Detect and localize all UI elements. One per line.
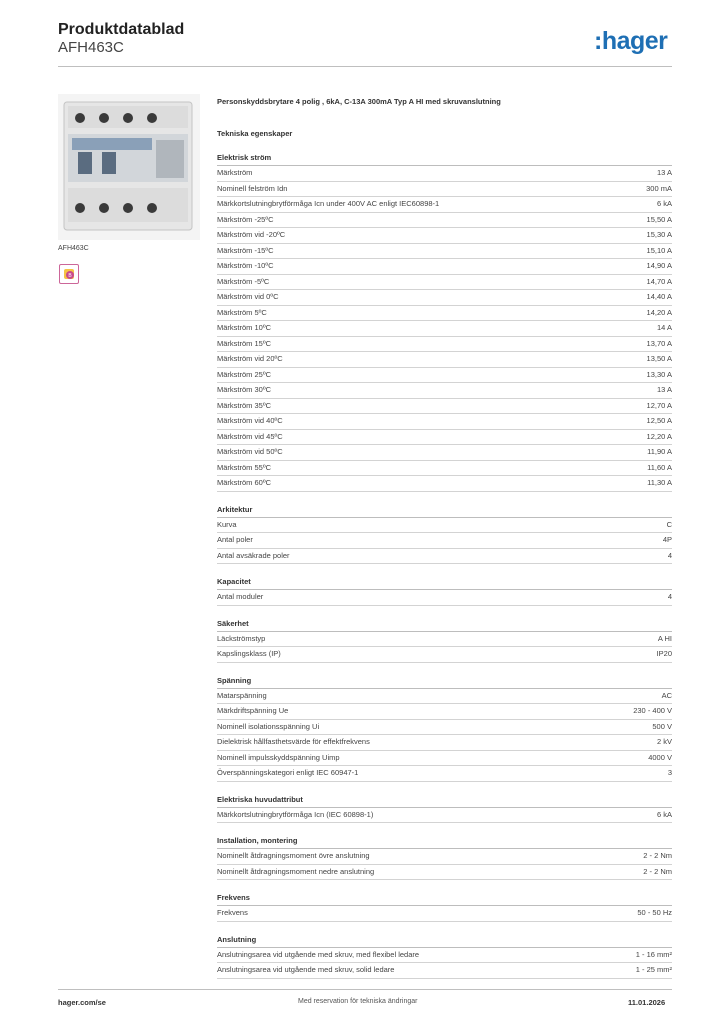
spec-label: Kapslingsklass (IP)	[217, 649, 281, 658]
spec-label: Läckströmstyp	[217, 633, 266, 643]
spec-row	[217, 213, 672, 229]
spec-row	[217, 689, 672, 705]
spec-value: 14,70 A	[646, 276, 672, 286]
section-title: Frekvens	[217, 892, 672, 906]
spec-label: Märkström vid 50ºC	[217, 447, 283, 456]
spec-label: Märkström 55ºC	[217, 462, 271, 472]
spec-value: 4	[667, 550, 672, 560]
spec-section	[217, 835, 672, 880]
spec-row	[217, 720, 672, 736]
spec-section	[217, 675, 672, 782]
spec-label: Nominell impulsskyddspänning Uimp	[217, 752, 340, 762]
section-title: Installation, montering	[217, 835, 672, 849]
spec-row	[217, 321, 672, 337]
spec-row	[217, 808, 672, 824]
spec-label: Dielektrisk hållfasthetsvärde för effektfrekvens	[217, 737, 370, 746]
header-divider	[58, 66, 672, 67]
spec-label: Märkdriftspänning Ue	[217, 706, 289, 715]
spec-value: 15,30 A	[646, 230, 672, 239]
spec-row	[217, 306, 672, 322]
spec-row	[217, 445, 672, 461]
spec-label: Antal poler	[217, 535, 253, 544]
spec-row	[217, 647, 672, 663]
section-title: Kapacitet	[217, 576, 672, 590]
section-title: Elektrisk ström	[217, 152, 672, 166]
spec-value: 14 A	[656, 323, 672, 332]
spec-value: 15,50 A	[646, 214, 672, 224]
spec-label: Frekvens	[217, 908, 248, 917]
product-image	[58, 94, 200, 240]
spec-label: Matarspänning	[217, 690, 267, 700]
spec-section	[217, 794, 672, 824]
spec-row	[217, 430, 672, 446]
spec-row	[217, 352, 672, 368]
spec-row	[217, 476, 672, 492]
spec-row	[217, 632, 672, 648]
page-title: Produktdatablad	[58, 21, 185, 38]
spec-row	[217, 368, 672, 384]
footer-website: hager.com/se	[58, 998, 106, 1007]
spec-row	[217, 849, 672, 865]
properties-heading: Tekniska egenskaper	[217, 129, 293, 138]
spec-label: Märkström vid 45ºC	[217, 431, 283, 441]
section-title: Spänning	[217, 675, 672, 689]
spec-row	[217, 414, 672, 430]
spec-value: 6 kA	[656, 199, 672, 208]
spec-label: Märkström 15ºC	[217, 338, 271, 348]
spec-label: Märkström -10ºC	[217, 261, 274, 270]
spec-label: Märkström vid 20ºC	[217, 354, 283, 363]
spec-value: 300 mA	[646, 183, 672, 193]
spec-value: AC	[661, 690, 672, 700]
section-title: Säkerhet	[217, 618, 672, 632]
spec-label: Antal moduler	[217, 592, 264, 601]
spec-value: 13,70 A	[646, 338, 672, 348]
spec-value: 15,10 A	[646, 245, 672, 255]
spec-value: 2 - 2 Nm	[643, 866, 672, 876]
spec-value: 2 kV	[656, 737, 672, 746]
footer-divider	[58, 989, 672, 990]
spec-value: 4000 V	[648, 752, 672, 762]
spec-value: 14,40 A	[646, 292, 672, 301]
spec-value: 4	[667, 592, 672, 601]
spec-value: 11,60 A	[647, 462, 672, 472]
spec-value: 1 - 16 mm²	[635, 949, 672, 959]
spec-label: Anslutningsarea vid utgående med skruv, med flexibel ledare	[217, 949, 420, 959]
spec-row	[217, 704, 672, 720]
spec-row	[217, 518, 672, 534]
spec-label: Anslutningsarea vid utgående med skruv, solid ledare	[217, 965, 395, 974]
product-description: Personskyddsbrytare 4 polig , 6kA, C-13A 300mA Typ A HI med skruvanslutning	[217, 97, 501, 106]
spec-label: Märkström 60ºC	[217, 478, 271, 487]
spec-row	[217, 290, 672, 306]
image-caption: AFH463C	[58, 245, 89, 252]
footer-date: 11.01.2026	[628, 998, 666, 1007]
spec-section	[217, 892, 672, 922]
spec-label: Märkström vid -20ºC	[217, 230, 286, 239]
spec-row	[217, 383, 672, 399]
spec-value: 50 - 50 Hz	[637, 908, 672, 917]
spec-value: 1 - 25 mm²	[635, 965, 672, 974]
spec-value: 13,30 A	[646, 369, 672, 379]
spec-section	[217, 618, 672, 663]
product-code: AFH463C	[58, 39, 124, 56]
spec-row	[217, 751, 672, 767]
spec-label: Märkström vid 40ºC	[217, 416, 283, 425]
spec-section	[217, 152, 672, 492]
spec-value: 13 A	[656, 385, 672, 394]
battery-badge-icon	[59, 264, 79, 284]
spec-value: 500 V	[652, 721, 672, 731]
spec-row	[217, 461, 672, 477]
spec-row	[217, 259, 672, 275]
svg-text:B: B	[68, 273, 72, 279]
section-title: Arkitektur	[217, 504, 672, 518]
specifications-panel	[217, 96, 672, 979]
spec-row	[217, 948, 672, 964]
spec-row	[217, 766, 672, 782]
spec-label: Märkkortslutningbrytförmåga Icn under 400V AC enligt IEC60898-1	[217, 199, 440, 208]
spec-label: Märkström 30ºC	[217, 385, 271, 394]
spec-value: C	[666, 519, 672, 529]
spec-section	[217, 504, 672, 565]
spec-row	[217, 244, 672, 260]
spec-value: 4P	[662, 535, 672, 544]
breaker-illustration	[58, 94, 200, 240]
spec-value: 3	[667, 768, 672, 777]
spec-row	[217, 735, 672, 751]
spec-value: 230 - 400 V	[633, 706, 672, 715]
spec-label: Märkström 35ºC	[217, 400, 271, 410]
spec-section	[217, 576, 672, 606]
section-title: Anslutning	[217, 934, 672, 948]
footer-disclaimer: Med reservation för tekniska ändringar	[298, 998, 418, 1005]
spec-label: Märkkortslutningbrytförmåga Icn (IEC 60898-1)	[217, 809, 374, 819]
spec-value: 14,90 A	[646, 261, 672, 270]
spec-row	[217, 197, 672, 213]
spec-label: Antal avsäkrade poler	[217, 550, 290, 560]
spec-label: Märkström	[217, 168, 253, 177]
spec-row	[217, 337, 672, 353]
spec-value: A HI	[657, 633, 672, 643]
spec-row	[217, 549, 672, 565]
spec-row	[217, 533, 672, 549]
spec-label: Nominell isolationsspänning Ui	[217, 721, 320, 731]
spec-row	[217, 182, 672, 198]
spec-row	[217, 865, 672, 881]
spec-label: Märkström 5ºC	[217, 307, 267, 317]
spec-label: Kurva	[217, 519, 237, 529]
spec-row	[217, 166, 672, 182]
spec-row	[217, 590, 672, 606]
section-title: Elektriska huvudattribut	[217, 794, 672, 808]
spec-value: 6 kA	[656, 809, 672, 819]
spec-value: 14,20 A	[646, 307, 672, 317]
spec-row	[217, 906, 672, 922]
spec-label: Nominell felström Idn	[217, 183, 288, 193]
spec-label: Märkström -5ºC	[217, 276, 270, 286]
hager-logo: :hager	[594, 27, 668, 55]
spec-value: 12,50 A	[646, 416, 672, 425]
spec-label: Märkström 10ºC	[217, 323, 271, 332]
spec-label: Överspänningskategori enligt IEC 60947-1	[217, 768, 359, 777]
spec-value: 12,20 A	[646, 431, 672, 441]
spec-label: Märkström vid 0ºC	[217, 292, 279, 301]
spec-value: 2 - 2 Nm	[643, 851, 672, 860]
spec-label: Märkström -25ºC	[217, 214, 274, 224]
spec-label: Nominellt åtdragningsmoment nedre anslutning	[217, 866, 375, 876]
spec-label: Märkström -15ºC	[217, 245, 274, 255]
spec-row	[217, 275, 672, 291]
specification-sections	[217, 152, 672, 979]
spec-value: 11,90 A	[647, 447, 672, 456]
spec-row	[217, 228, 672, 244]
spec-value: 13 A	[656, 168, 672, 177]
spec-value: IP20	[656, 649, 672, 658]
spec-label: Märkström 25ºC	[217, 369, 271, 379]
spec-label: Nominellt åtdragningsmoment övre anslutning	[217, 851, 370, 860]
spec-section	[217, 934, 672, 979]
spec-value: 13,50 A	[646, 354, 672, 363]
spec-row	[217, 399, 672, 415]
spec-value: 11,30 A	[647, 478, 672, 487]
spec-value: 12,70 A	[646, 400, 672, 410]
spec-row	[217, 963, 672, 979]
